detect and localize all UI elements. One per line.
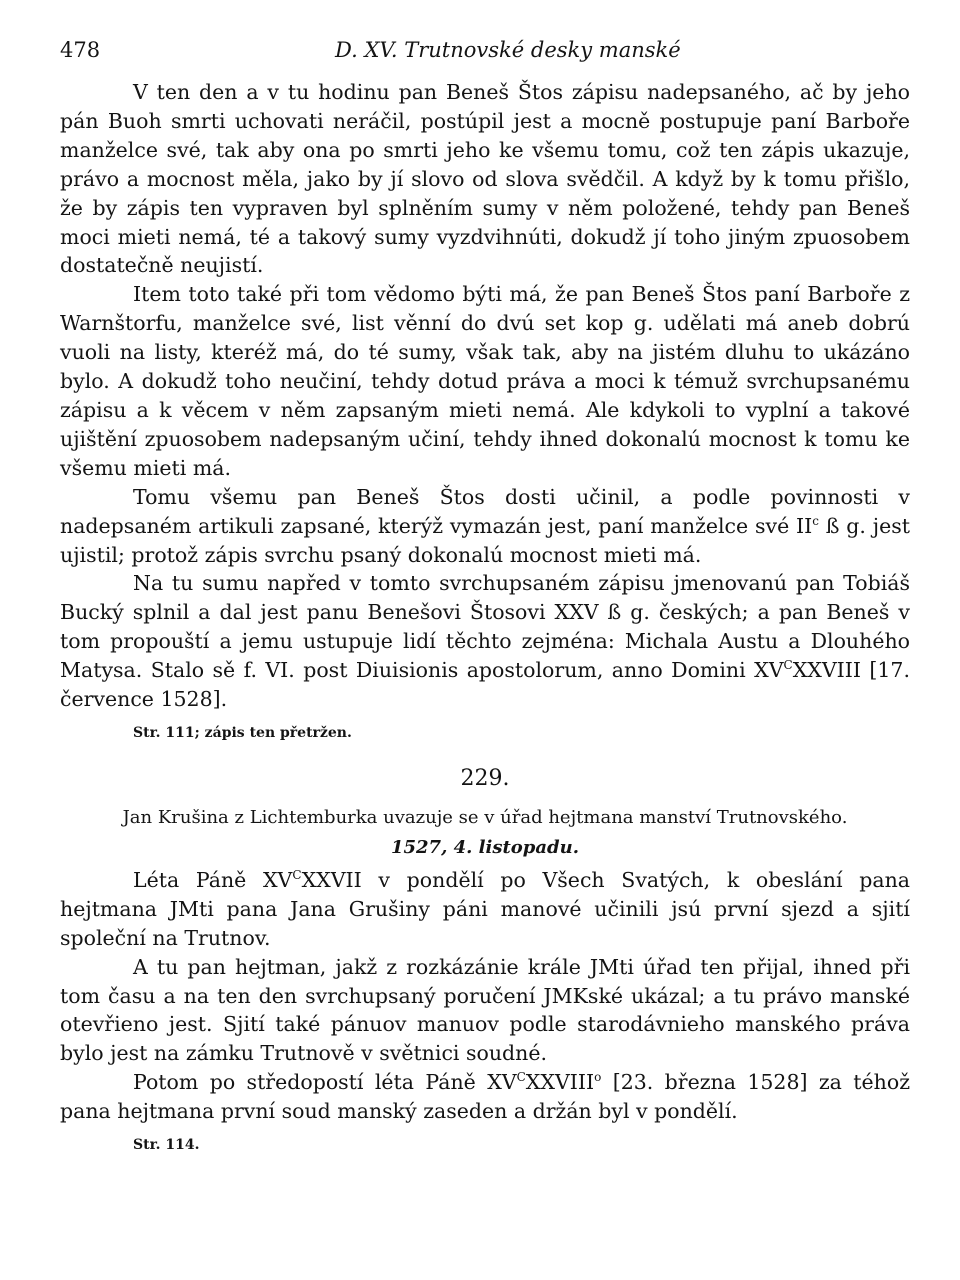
text-run: XXVIII [17. července 1528]. [60, 658, 910, 712]
section-a-text [60, 78, 910, 714]
text-run: XXVII v pondělí po Všech Svatých, k obeslání pana hejtmana JMti pana Jana Grušiny páni manové učinili jsú první sjezd a sjití společní na Trutnov. [60, 867, 910, 950]
paragraph: V ten den a v tu hodinu pan Beneš Štos zápisu nadepsaného, ač by jeho pán Buoh smrti uchovati neráčil, postúpil jest a mocně postupuje paní Barboře manželce své, tak aby ona po smrti jeho ke všemu tomu, což ten zápis ukazuje, právo a mocnost měla, jako by jí slovo od slova svědčil. A když by k tomu přišlo, že by zápis ten vypraven byl splněním sumy v něm položené, tehdy pan Beneš moci mieti nemá, té a takový sumy vyzdvihnúti, dokudž jí toho jiným zpuosobem dostatečně neujistí. [60, 80, 910, 278]
entry-date: 1527, 4. listopadu. [390, 836, 579, 858]
superscript: C [292, 868, 302, 883]
text-run: [23. března 1528] za téhož pana hejtmana první soud manský zaseden a držán byl v pondělí. [60, 1070, 910, 1124]
superscript: C [783, 658, 793, 673]
superscript: c [812, 513, 819, 528]
text-run: XXVIII [525, 1070, 595, 1095]
page-reference: Str. 111; zápis ten přetržen. [133, 724, 352, 741]
running-title: D. XV. Trutnovské desky manské [335, 38, 681, 62]
page-number: 478 [60, 38, 101, 62]
entry-229-text [60, 866, 910, 1126]
entry-heading [60, 762, 910, 862]
page-reference: Str. 114. [133, 1137, 200, 1154]
text-run: Na tu sumu napřed v tomto svrchupsaném zápisu jmenovanú pan Tobiáš Bucký splnil a dal jest panu Benešovi Štosovi XXV ß g. českých; a pan Beneš v tom propouští a jemu ustupuje lidí těchto zejména: Michala Austu a Dlouhého Matysa. Stalo sě f. VI. post Diuisionis apostolorum, anno Domini XV [60, 571, 910, 683]
document-page [60, 38, 910, 1154]
paragraph [60, 483, 910, 570]
page-header [60, 38, 910, 78]
entry-number: 229. [460, 765, 510, 791]
entry-summary: Jan Krušina z Lichtemburka uvazuje se v úřad hejtmana manství Trutnovského. [122, 806, 848, 828]
paragraph [60, 866, 910, 953]
paragraph: Item toto také při tom vědomo býti má, že pan Beneš Štos paní Barboře z Warnštorfu, manželce své, list věnní do dvú set kop g. udělati má aneb dobrú vuoli na listy, kteréž má, do té sumy, však tak, aby na jistém dluhu to ukázáno bylo. A dokudž toho neučiní, tehdy dotud práva a moci k témuž svrchupsanému zápisu a k věcem v něm zapsaným mieti nemá. Ale kdykoli to vyplní a takové ujištění zpuosobem nadepsaným učiní, tehdy ihned dokonalú mocnost k tomu ke všemu mieti má. [60, 282, 910, 480]
paragraph [60, 1068, 910, 1126]
text-run: Potom po středopostí léta Páně XV [133, 1070, 517, 1095]
text-run: Tomu všemu pan Beneš Štos dosti učinil, a podle povinnosti v nadepsaném artikuli zapsané, kterýž vymazán jest, paní manželce své II [60, 484, 910, 538]
text-run: ß g. jest ujistil; protož zápis svrchu psaný dokonalú mocnost mieti má. [60, 513, 910, 567]
text-run: Léta Páně XV [133, 867, 293, 892]
paragraph: A tu pan hejtman, jakž z rozkázánie krále JMti úřad ten přijal, ihned při tom času a na ten den svrchupsaný poručení JMKské ukázal; a tu právo manské otevřieno jest. Sjití také pánuov manuov podle starodávnieho manského práva bylo jest na zámku Trutnově v světnici soudné. [60, 954, 910, 1066]
superscript: o [594, 1070, 602, 1085]
superscript: C [516, 1070, 526, 1085]
paragraph [60, 569, 910, 714]
